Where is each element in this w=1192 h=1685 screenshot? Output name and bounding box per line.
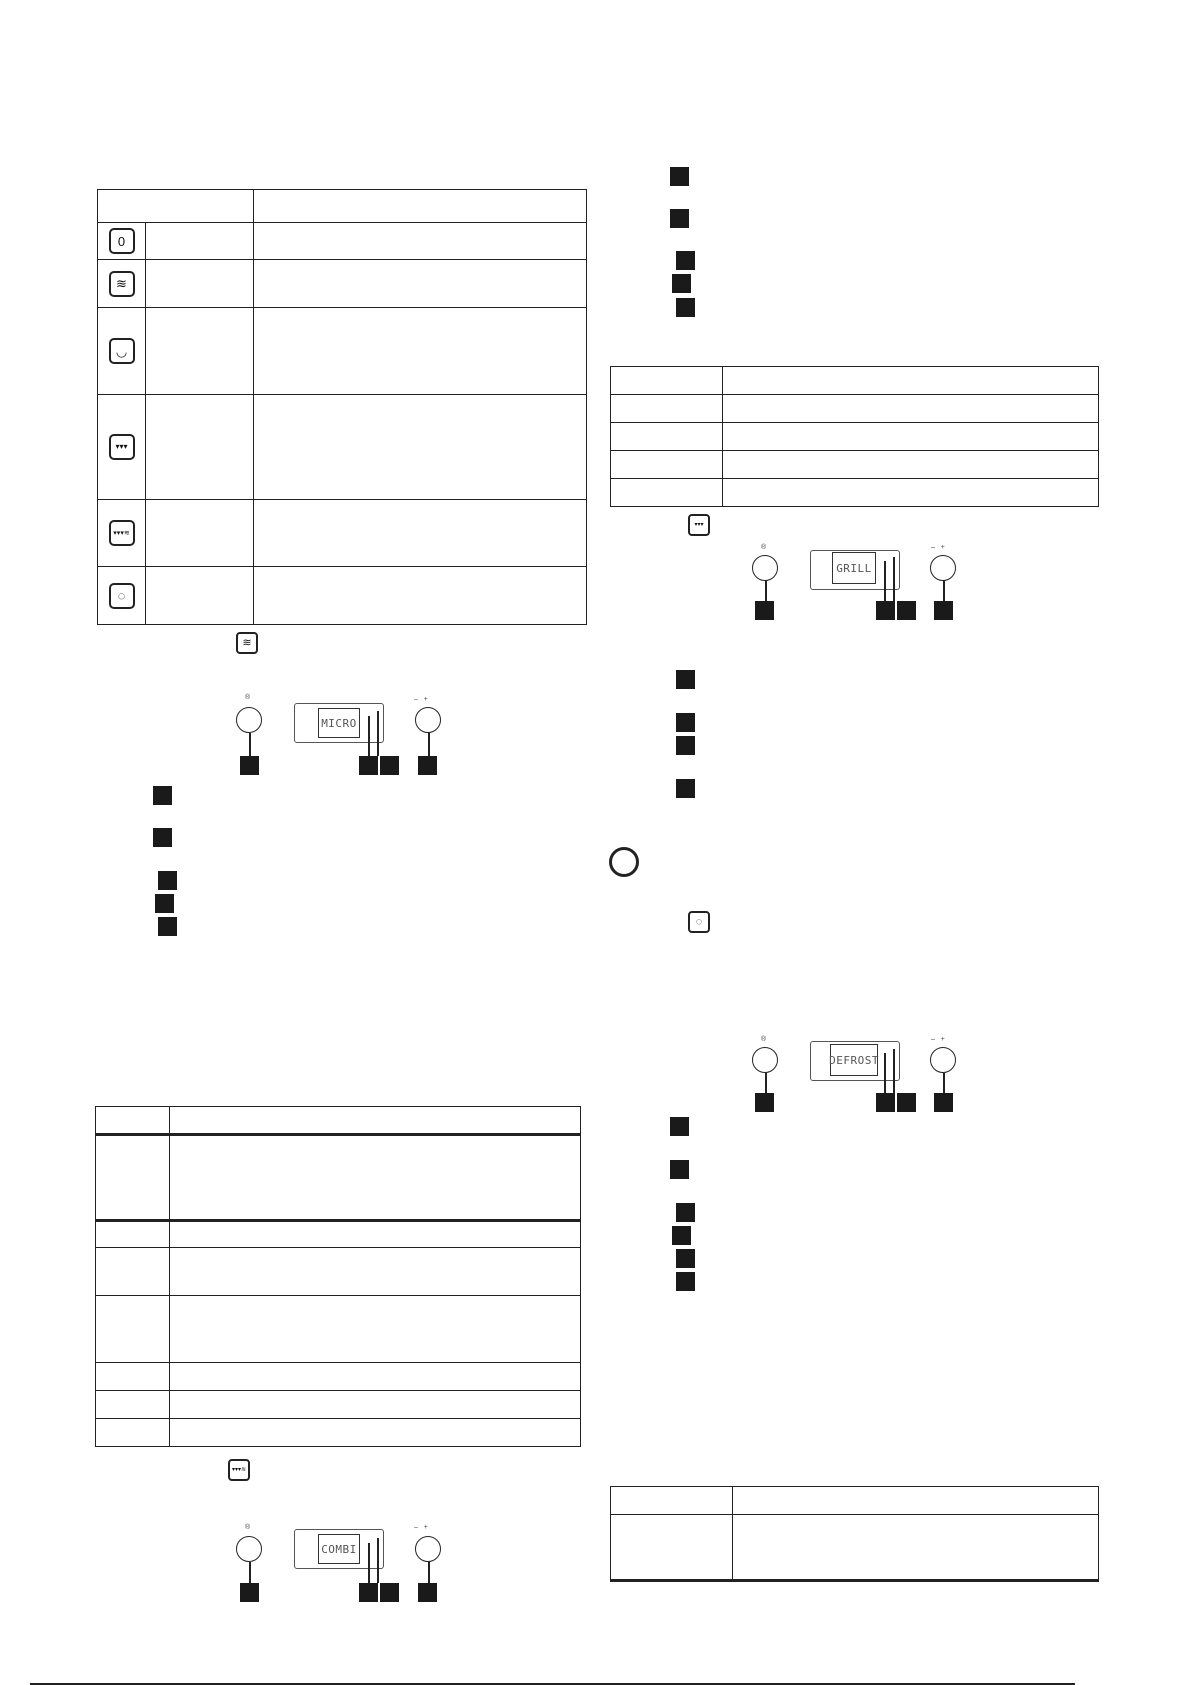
power-table — [95, 1106, 581, 1447]
table-row — [611, 395, 1099, 423]
table-row — [98, 395, 587, 500]
power-knob — [752, 555, 778, 581]
table-row — [98, 308, 587, 395]
step-marker — [158, 871, 177, 890]
step-marker — [158, 917, 177, 936]
power-knob — [236, 1536, 262, 1562]
step-marker — [418, 1583, 437, 1602]
table-row — [96, 1419, 581, 1447]
step-marker — [359, 1583, 378, 1602]
table-row — [96, 1221, 581, 1248]
zero-icon: 0 — [109, 228, 135, 254]
step-marker — [676, 1249, 695, 1268]
step-marker — [676, 736, 695, 755]
step-marker — [676, 1272, 695, 1291]
step-marker — [755, 1093, 774, 1112]
table-row — [611, 479, 1099, 507]
table-row — [98, 260, 587, 308]
step-marker — [934, 1093, 953, 1112]
step-marker — [670, 209, 689, 228]
table-row — [96, 1391, 581, 1419]
grill-table — [610, 366, 1099, 507]
grill-icon: ▾▾▾ — [109, 434, 135, 460]
step-marker — [418, 756, 437, 775]
table-row — [98, 500, 587, 567]
step-marker — [240, 1583, 259, 1602]
step-marker — [676, 251, 695, 270]
info-circle-icon — [609, 847, 639, 877]
adjust-knob — [930, 1047, 956, 1073]
table-row — [611, 1515, 1099, 1581]
step-marker — [380, 756, 399, 775]
table-row — [96, 1248, 581, 1296]
defrost-icon: ◌ — [109, 583, 135, 609]
step-marker — [672, 274, 691, 293]
step-marker — [670, 167, 689, 186]
step-marker — [359, 756, 378, 775]
step-marker — [934, 601, 953, 620]
modes-table-header — [98, 190, 587, 223]
microwave-icon: ≋ — [236, 632, 258, 654]
defrost-table — [610, 1486, 1099, 1582]
step-marker — [670, 1117, 689, 1136]
step-marker — [676, 1203, 695, 1222]
step-marker — [670, 1160, 689, 1179]
grill-table-header — [611, 367, 1099, 395]
adjust-knob — [415, 707, 441, 733]
panel-display: GRILL — [832, 552, 876, 584]
step-marker — [676, 779, 695, 798]
step-marker — [676, 298, 695, 317]
adjust-knob — [930, 555, 956, 581]
power-table-header — [96, 1107, 581, 1135]
power-knob — [236, 707, 262, 733]
step-marker — [153, 828, 172, 847]
step-marker — [676, 670, 695, 689]
table-row — [98, 567, 587, 625]
step-marker — [380, 1583, 399, 1602]
step-marker — [876, 601, 895, 620]
step-marker — [897, 1093, 916, 1112]
step-marker — [676, 713, 695, 732]
panel-display: MICRO — [318, 708, 360, 738]
power-knob — [752, 1047, 778, 1073]
defrost-table-header — [611, 1487, 1099, 1515]
step-marker — [672, 1226, 691, 1245]
step-marker — [876, 1093, 895, 1112]
step-marker — [755, 601, 774, 620]
power-symbol: ® — [245, 694, 251, 701]
table-row — [96, 1135, 581, 1221]
microwave-icon: ≋ — [109, 271, 135, 297]
adjust-knob — [415, 1536, 441, 1562]
panel-display: COMBI — [318, 1534, 360, 1564]
step-marker — [240, 756, 259, 775]
defrost-icon: ◌ — [688, 911, 710, 933]
step-marker — [897, 601, 916, 620]
combi-icon: ▾▾▾≋ — [109, 520, 135, 546]
grill-icon: ▾▾▾ — [688, 514, 710, 536]
table-row — [98, 223, 587, 260]
combi-icon: ▾▾▾≋ — [228, 1459, 250, 1481]
table-row — [96, 1363, 581, 1391]
step-marker — [153, 786, 172, 805]
table-row — [96, 1296, 581, 1363]
modes-table — [97, 189, 587, 625]
table-row — [611, 423, 1099, 451]
panel-display: DEFROST — [830, 1044, 878, 1076]
footer-rule — [30, 1683, 1075, 1685]
oven-tray-icon: ◡ — [109, 338, 135, 364]
step-marker — [155, 894, 174, 913]
table-row — [611, 451, 1099, 479]
